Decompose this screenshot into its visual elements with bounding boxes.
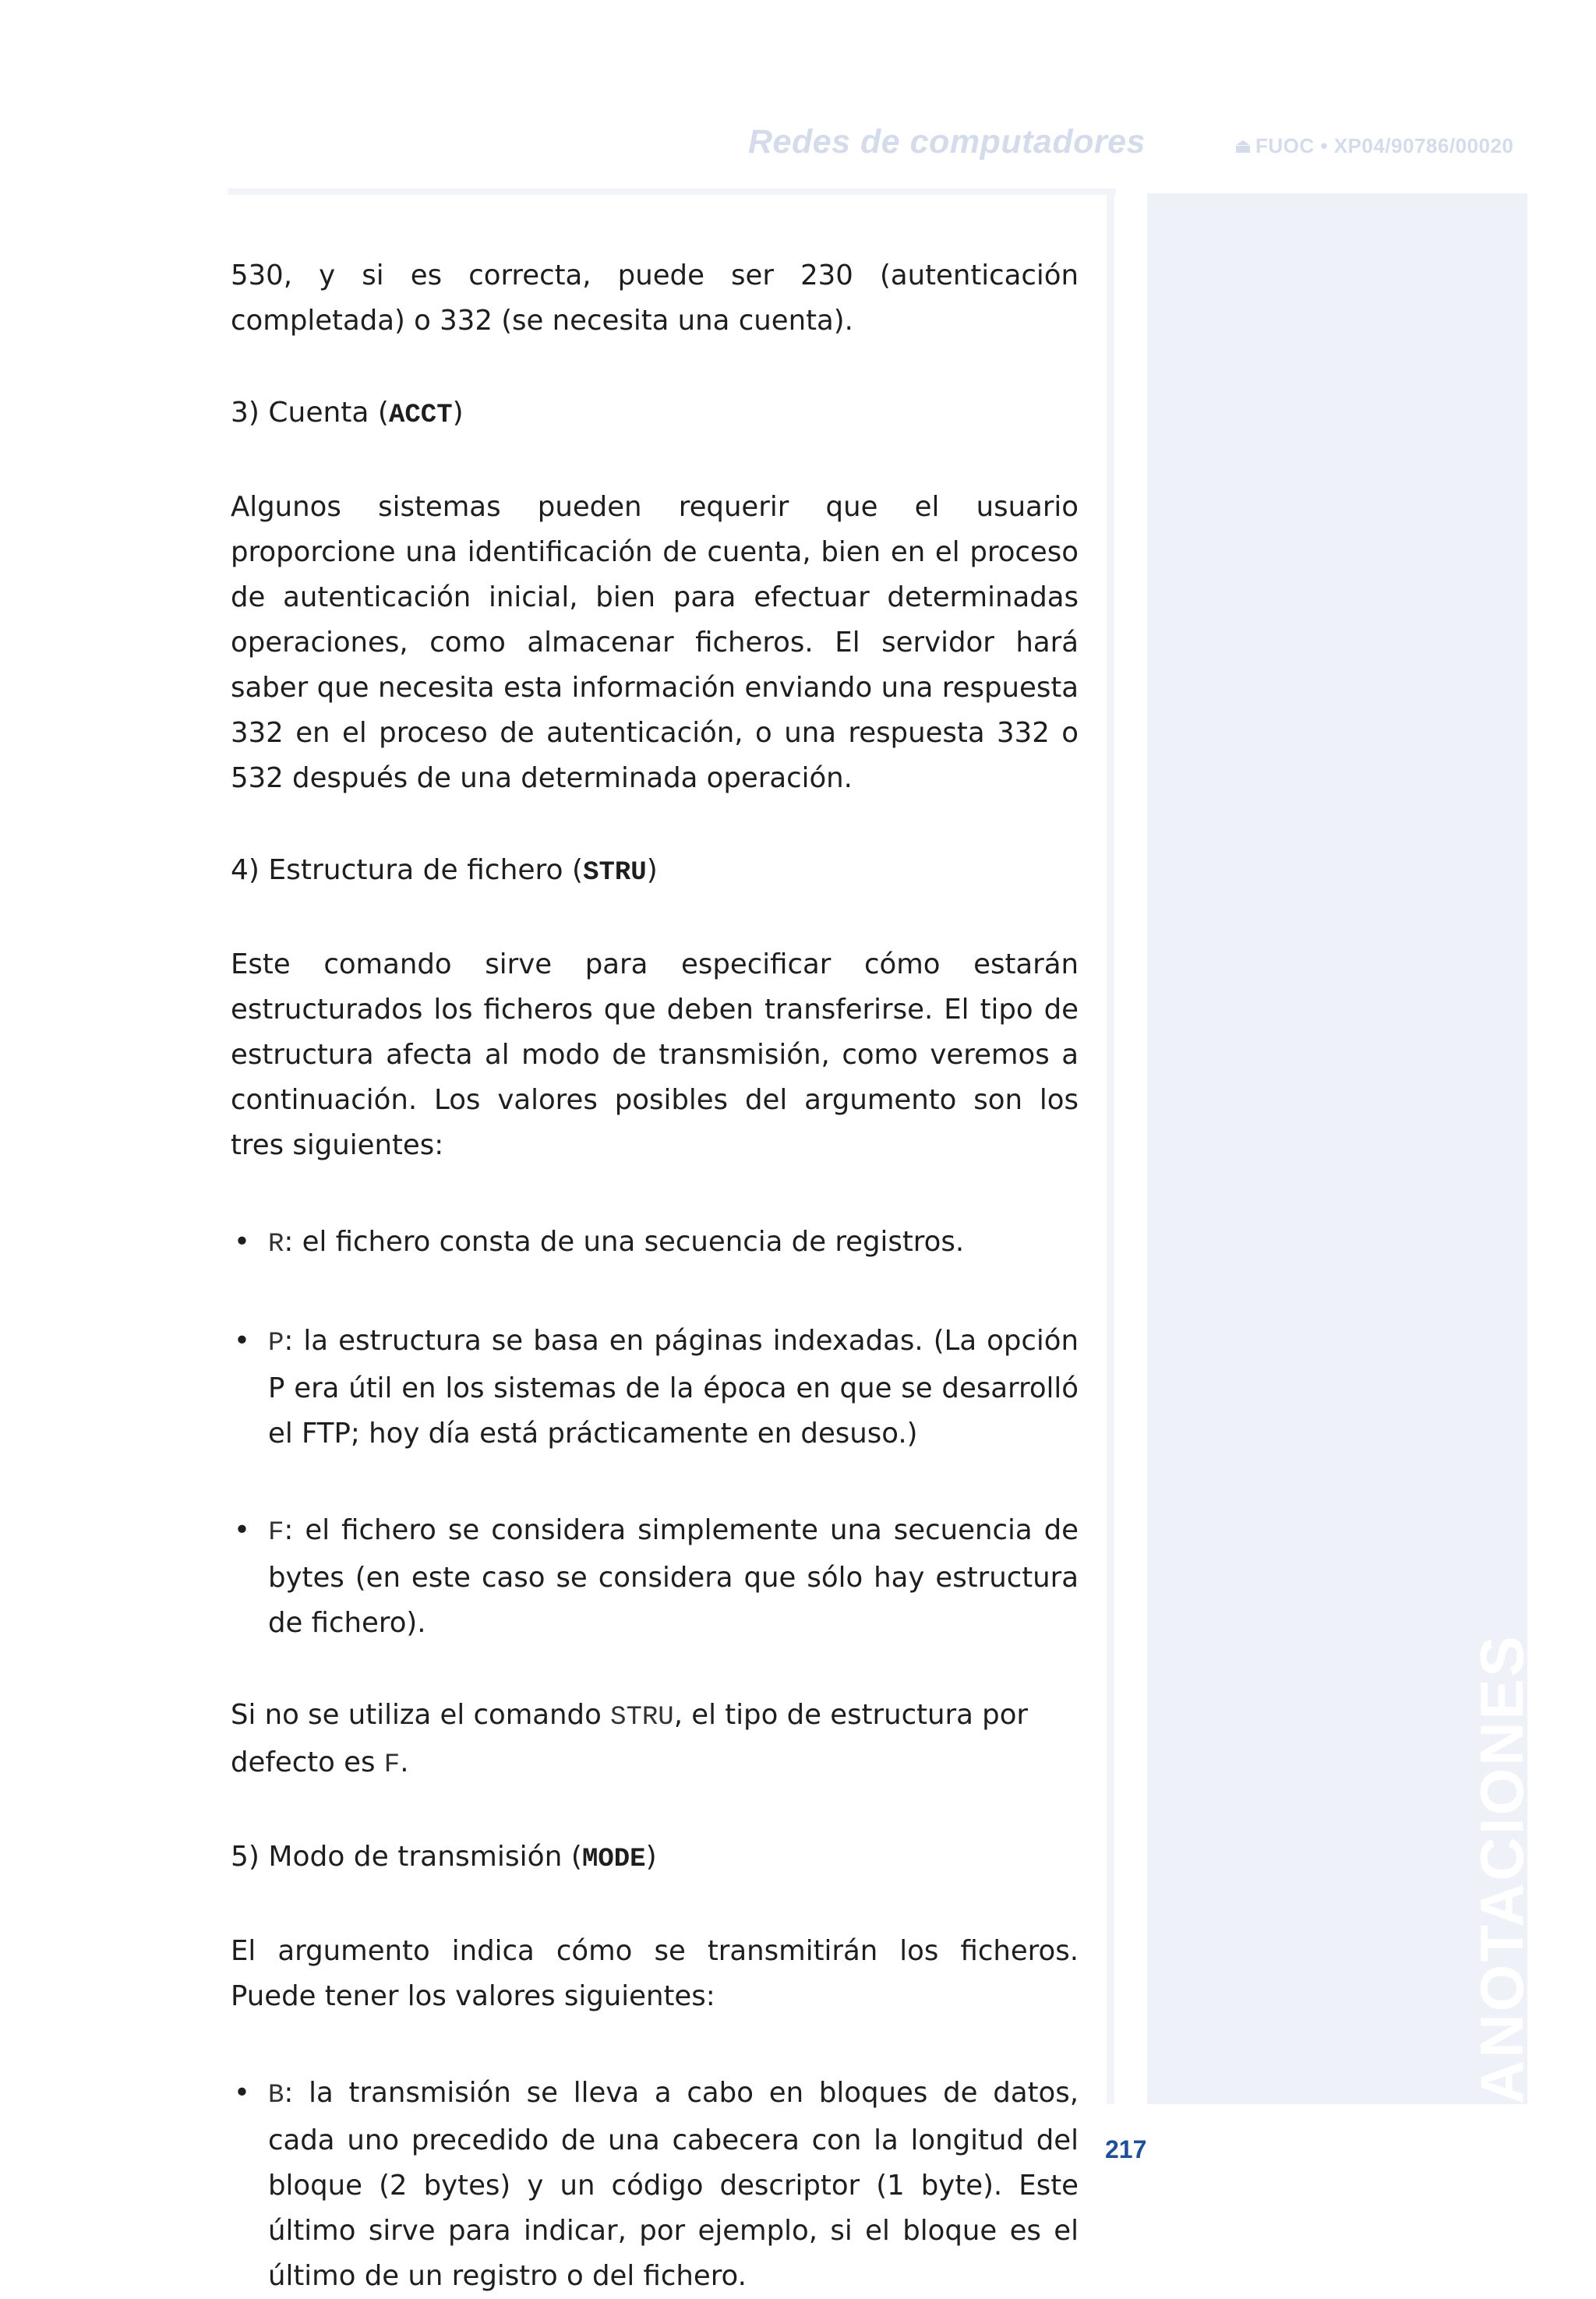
list-item: • F: el fichero se considera simplemente una secuencia de bytes (en este caso se considera que sólo hay estructura de fichero). [231, 1508, 1079, 1646]
section-heading-stru: 4) Estructura de fichero (STRU) [231, 854, 658, 888]
running-header-code [1235, 134, 1513, 158]
paragraph: El argumento indica cómo se transmitirán los ficheros. Puede tener los valores siguientes: [231, 1935, 1079, 2012]
fuoc-logo-icon [1235, 139, 1251, 154]
bullet-icon: • [234, 1226, 250, 1258]
section-heading-mode: 5) Modo de transmisión (MODE) [231, 1841, 657, 1874]
section-heading-acct: 3) Cuenta (ACCT) [231, 397, 464, 430]
annotations-label: ANOTACIONES [1467, 1633, 1536, 2104]
command-name: STRU [583, 858, 647, 888]
running-header-title: Redes de computadores [748, 123, 1146, 161]
list-item: • R: el fichero consta de una secuencia de registros. [231, 1220, 1079, 1267]
bullet-icon: • [234, 2077, 250, 2109]
header-rule [228, 189, 1116, 195]
paragraph: Algunos sistemas pueden requerir que el usuario proporcione una identificación de cuenta, bien en el proceso de autenticación inicial, bien para efectuar determinadas operaciones, como almacenar ficheros. El servidor hará saber que necesita esta información enviando una respuesta 332 en el proceso de autenticación, o una respuesta 332 o 532 después de una determinada operación. [231, 491, 1079, 794]
bullet-icon: • [234, 1325, 250, 1357]
command-name: ACCT [388, 401, 453, 430]
column-divider [1107, 189, 1114, 2104]
command-name: MODE [581, 1845, 646, 1874]
list-item: • P: la estructura se basa en páginas indexadas. (La opción P era útil en los sistemas de la época en que se desarrolló el FTP; hoy día está prácticamente en desuso.) [231, 1319, 1079, 1457]
paragraph: Si no se utiliza el comando STRU, el tipo de estructura por defecto es F. [231, 1699, 1029, 1780]
paragraph: Este comando sirve para especificar cómo estarán estructurados los ficheros que deben transferirse. El tipo de estructura afecta al modo de transmisión, como veremos a continuación. Los valores posibles del argumento son los tres siguientes: [231, 948, 1079, 1161]
document-code: FUOC • XP04/90786/00020 [1255, 134, 1514, 157]
list-item: • B: la transmisión se lleva a cabo en bloques de datos, cada uno precedido de una cabecera con la longitud del bloque (2 bytes) y un código descriptor (1 byte). Este último sirve para indicar, por ejemplo, si el bloque es el último de un registro o del fichero. [231, 2071, 1079, 2299]
bullet-icon: • [234, 1514, 250, 1546]
page-number: 217 [1105, 2135, 1147, 2163]
paragraph: 530, y si es correcta, puede ser 230 (autenticación completada) o 332 (se necesita una cuenta). [231, 260, 1079, 337]
page-body [231, 253, 1079, 2299]
